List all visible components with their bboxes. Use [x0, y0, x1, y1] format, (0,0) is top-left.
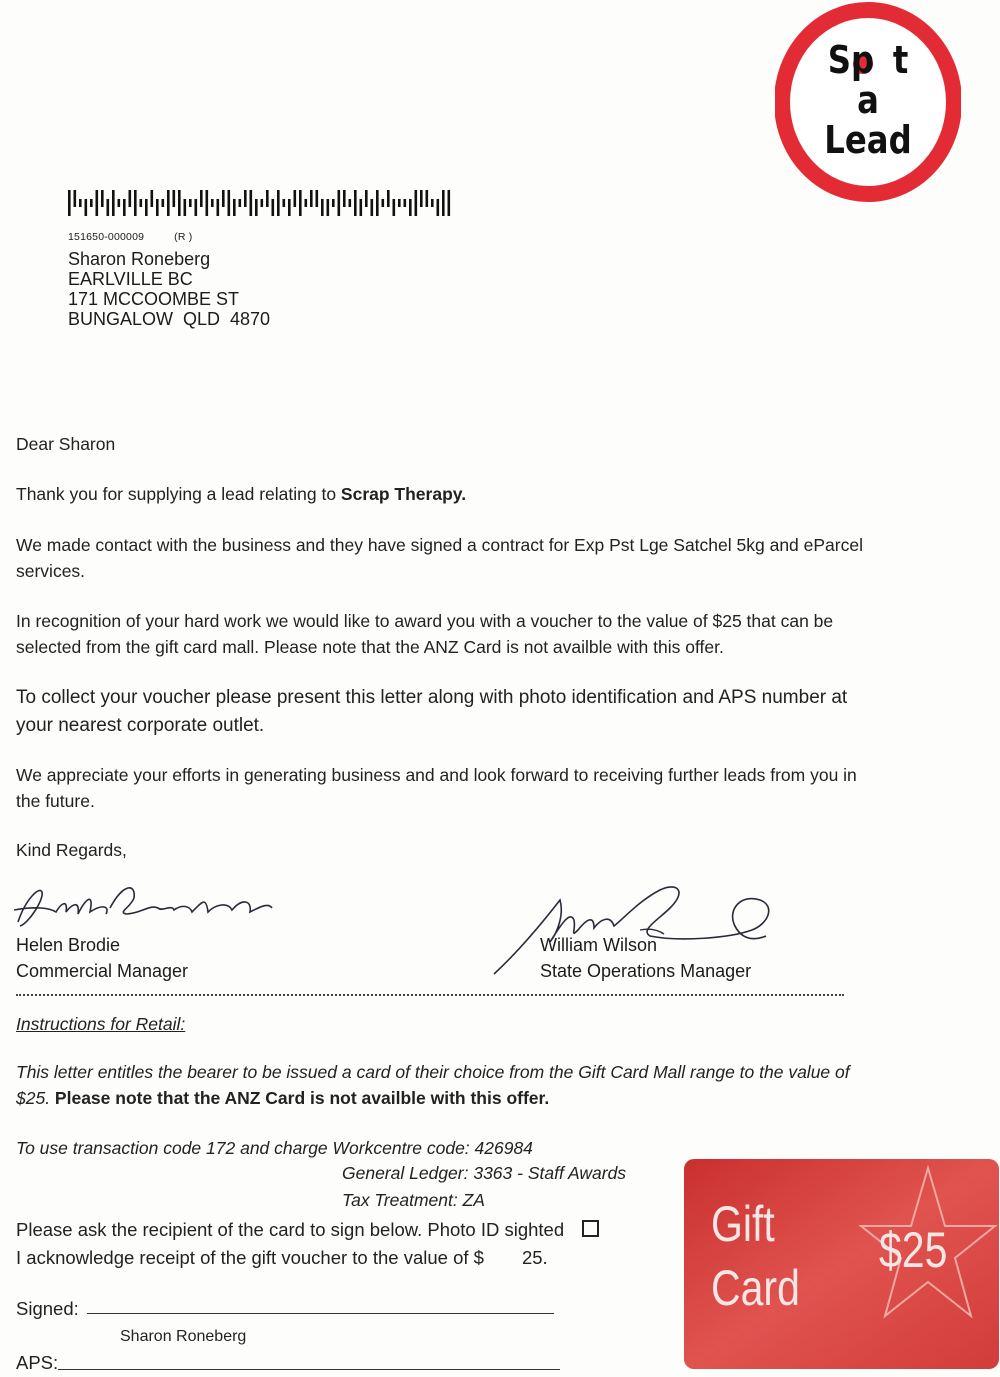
aps-line[interactable]	[58, 1369, 560, 1370]
ref-number: 151650-000009	[68, 231, 145, 243]
signed-name: Sharon Roneberg	[120, 1328, 247, 1345]
aps-label: APS:	[16, 1352, 59, 1373]
paragraph-2	[16, 532, 863, 584]
general-ledger-line: General Ledger: 3363 - Staff Awards	[342, 1163, 627, 1183]
address-name: Sharon Roneberg	[68, 249, 211, 269]
p5-line-2: the future.	[16, 791, 95, 811]
retail-entitlement	[16, 1059, 850, 1111]
p2-line-1: We made contact with the business and they have signed a contract for Exp Pst Lge Satchel 5kg and eParcel	[16, 535, 863, 555]
right-signatory	[540, 932, 751, 984]
p3-line-2: selected from the gift card mall. Please note that the ANZ Card is not availble with this offer.	[16, 637, 724, 657]
p4-line-2: your nearest corporate outlet.	[16, 715, 265, 736]
p1-bold: Scrap Therapy.	[340, 484, 467, 504]
left-signatory-title: Commercial Manager	[16, 961, 189, 981]
address-line-2: EARLVILLE BC	[68, 269, 193, 289]
left-signatory	[16, 932, 188, 984]
retail-line-1: This letter entitles the bearer to be issued a card of their choice from the Gift Card Mall range to the value of	[16, 1062, 850, 1082]
dotted-divider	[16, 994, 844, 996]
signed-label: Signed:	[16, 1298, 79, 1319]
tax-treatment-line: Tax Treatment: ZA	[342, 1190, 485, 1210]
paragraph-3	[16, 608, 833, 660]
ack-line-text: I acknowledge receipt of the gift voucher to the value of $	[16, 1247, 484, 1268]
gift-card-word-2: Card	[711, 1260, 800, 1316]
address-line-3: 171 MCCOOMBE ST	[68, 289, 240, 309]
retail-line-2-bold: Please note that the ANZ Card is not availble with this offer.	[50, 1088, 550, 1108]
p1-text: Thank you for supplying a lead relating to	[16, 484, 341, 504]
closing: Kind Regards,	[16, 840, 127, 860]
logo-text-1: Sp	[827, 38, 875, 82]
photo-id-checkbox[interactable]	[582, 1220, 599, 1237]
paragraph-1	[16, 481, 466, 507]
right-signatory-title: State Operations Manager	[540, 961, 752, 981]
address-line-4: BUNGALOW QLD 4870	[68, 309, 271, 329]
salutation: Dear Sharon	[16, 434, 116, 454]
gift-card-word-1: Gift	[711, 1196, 775, 1252]
p2-line-2: services.	[16, 561, 86, 581]
p3-line-1: In recognition of your hard work we would like to award you with a voucher to the value of $25 that can be	[16, 611, 834, 631]
right-signatory-name: William Wilson	[540, 935, 657, 955]
paragraph-4	[16, 684, 847, 740]
photo-id-line	[16, 1217, 599, 1243]
paragraph-5	[16, 762, 857, 814]
signed-line[interactable]	[87, 1313, 554, 1314]
spot-a-lead-logo	[775, 2, 961, 202]
retail-line-2-italic: $25.	[16, 1088, 51, 1108]
ref-flag: (R )	[174, 231, 193, 243]
gift-card-image	[683, 1158, 1000, 1370]
p4-line-1: To collect your voucher please present this letter along with photo identification and APS number at	[16, 687, 848, 708]
p5-line-1: We appreciate your efforts in generating business and and look forward to receiving further leads from you in	[16, 765, 857, 785]
ack-value: 25.	[521, 1247, 548, 1268]
logo-text-2: t	[892, 38, 909, 82]
acknowledge-line	[16, 1245, 548, 1271]
ask-line-text: Please ask the recipient of the card to sign below. Photo ID sighted	[16, 1219, 565, 1240]
reference-number	[68, 231, 192, 243]
logo-text-4: Lead	[824, 118, 912, 162]
logo-text-3: a	[857, 78, 879, 122]
gift-card-amount: $25	[879, 1222, 948, 1278]
retail-heading: Instructions for Retail:	[16, 1014, 186, 1034]
left-signatory-name: Helen Brodie	[16, 935, 121, 955]
postal-barcode	[66, 190, 461, 216]
recipient-address	[68, 249, 270, 329]
transaction-code-line: To use transaction code 172 and charge Workcentre code: 426984	[16, 1138, 533, 1158]
helen-signature-image	[6, 878, 281, 938]
